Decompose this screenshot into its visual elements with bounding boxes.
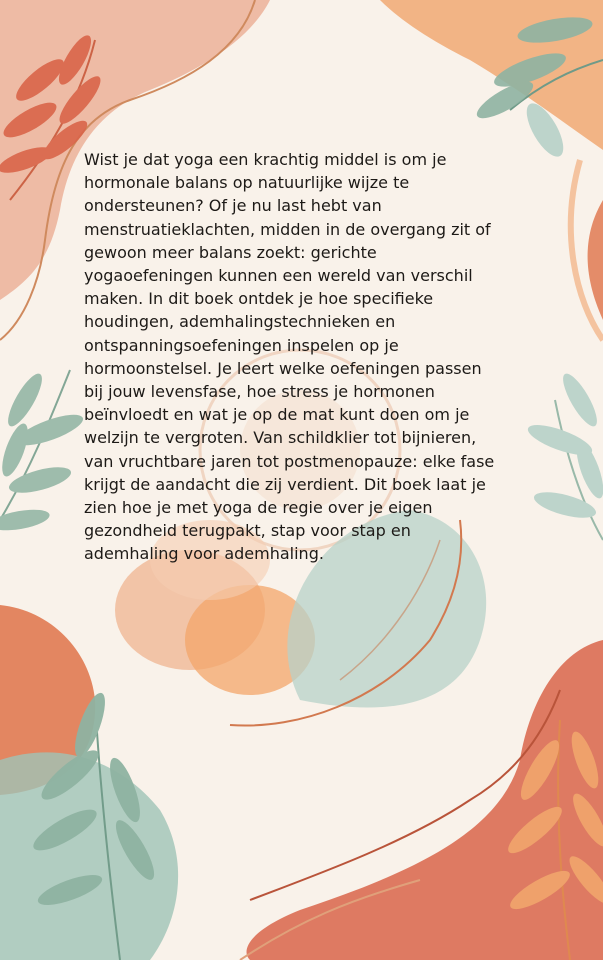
back-cover-blurb: Wist je dat yoga een krachtig middel is om je hormonale balans op natuurlijke wijze te ondersteunen? Of je nu last hebt van menstruatieklachten, midden in de overgang zit of gewoon meer balans zoekt: gerichte yogaoefeningen kunnen een wereld van verschil maken. In dit boek ontdek je hoe specifieke houdingen, ademhalingstechnieken en ontspanningsoefeningen inspelen op je hormoonstelsel. Je leert welke oefeningen passen bij jouw levensfase, hoe stress je hormonen beïnvloedt en wat je op de mat kunt doen om je welzijn te vergroten. Van schildklier tot bijnieren, van vruchtbare jaren tot postmenopauze: elke fase krijgt de aandacht die zij verdient. Dit boek laat je zien hoe je met yoga de regie over je eigen gezondheid terugpakt, stap voor stap en ademhaling voor ademhaling.: [84, 150, 495, 564]
bottom-left-mint-blob: [0, 752, 178, 960]
right-edge-blob: [588, 200, 603, 320]
left-leaf-sprig: [0, 370, 86, 535]
right-leaf-sprig: [525, 370, 603, 540]
